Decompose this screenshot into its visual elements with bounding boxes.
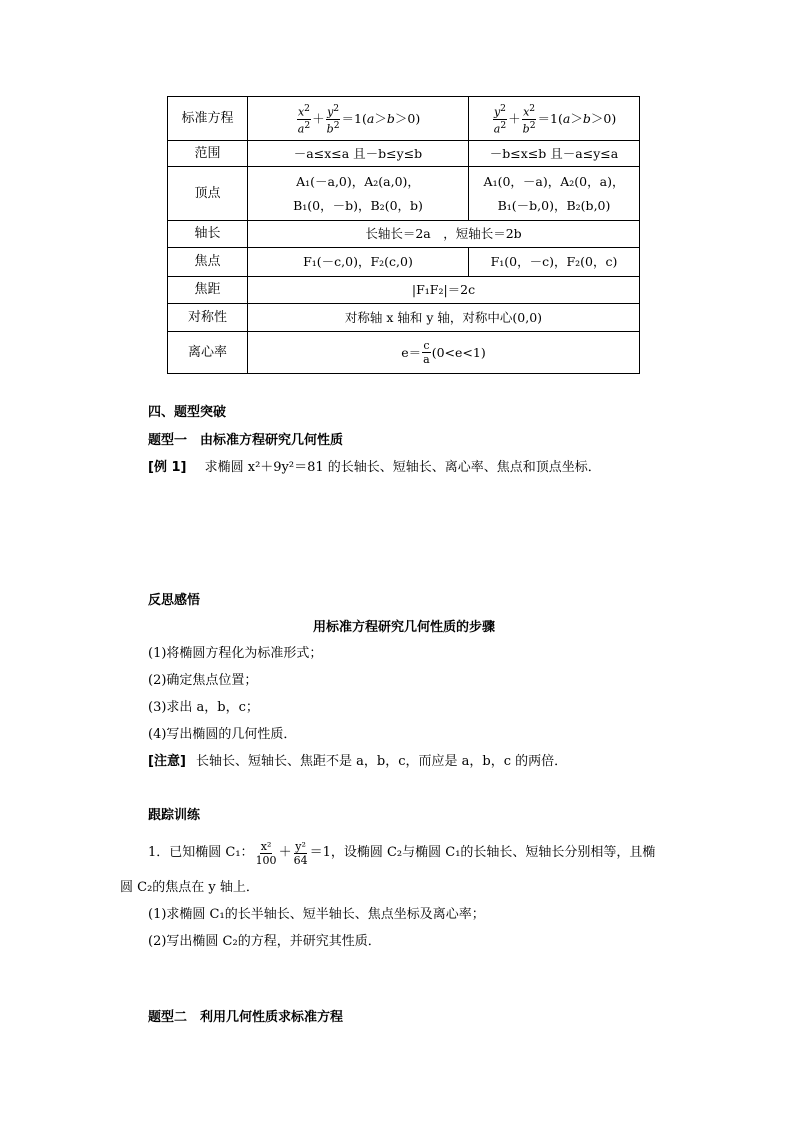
table-row	[168, 332, 640, 374]
list-item: (3)求出 a，b，c；	[148, 700, 259, 715]
note-text: 长轴长、短轴长、焦距不是 a，b，c，而应是 a，b，c 的两倍．	[196, 754, 568, 769]
example-text: 求椭圆 x²＋9y²＝81 的长轴长、短轴长、离心率、焦点和顶点坐标．	[204, 460, 601, 475]
note-tag: [注意]	[148, 754, 186, 769]
vertices-horizontal: A₁(－a,0)，A₂(a,0)， B₁(0，－b)，B₂(0，b)	[248, 167, 469, 221]
standard-equation-horizontal: $\frac{x^2}{a^2}$ ＋ $\frac{y^2}{b^2}$ ＝1( a ＞ b ＞0)	[248, 97, 469, 141]
list-item: (2)确定焦点位置；	[148, 673, 258, 688]
row-label: 标准方程	[168, 97, 248, 141]
steps-title: 用标准方程研究几何性质的步骤	[313, 620, 496, 635]
row-label: 对称性	[168, 304, 248, 332]
standard-equation-vertical: $\frac{y^2}{a^2}$ ＋ $\frac{x^2}{b^2}$ ＝1( a ＞ b ＞0)	[469, 97, 640, 141]
table-row	[168, 221, 640, 248]
foci-horizontal: F₁(－c,0)，F₂(c,0)	[248, 248, 469, 277]
practice-question-line1: 1．已知椭圆 C₁： $\frac{\text{x²}}{100}$ ＋ $\frac{\text{y²}}{64}$ ＝1，设椭圆 C₂与椭圆 C₁的长轴长、短轴长分别相等，且椭	[148, 839, 656, 867]
row-label: 顶点	[168, 167, 248, 221]
question-type-heading-2: 题型二 利用几何性质求标准方程	[148, 1010, 344, 1025]
table-row	[168, 304, 640, 332]
practice-heading: 跟踪训练	[148, 808, 201, 823]
row-label: 范围	[168, 141, 248, 167]
list-item: (1)将椭圆方程化为标准形式；	[148, 646, 323, 661]
ellipse-properties-table	[167, 96, 640, 374]
symmetry: 对称轴 x 轴和 y 轴，对称中心(0,0)	[248, 304, 640, 332]
practice-subquestion-2: (2)写出椭圆 C₂的方程，并研究其性质．	[148, 934, 381, 949]
range-vertical: －b≤x≤b 且－a≤y≤a	[469, 141, 640, 167]
table-row	[168, 97, 640, 141]
example-1	[148, 459, 601, 477]
practice-subquestion-1: (1)求椭圆 C₁的长半轴长、短半轴长、焦点坐标及离心率；	[148, 907, 485, 922]
table-row	[168, 277, 640, 304]
table-row	[168, 141, 640, 167]
row-label: 轴长	[168, 221, 248, 248]
table-row	[168, 167, 640, 221]
axis-lengths: 长轴长＝2a ，短轴长＝2b	[248, 221, 640, 248]
vertices-vertical: A₁(0，－a)，A₂(0，a)， B₁(－b,0)，B₂(b,0)	[469, 167, 640, 221]
reflect-heading: 反思感悟	[148, 593, 201, 608]
table-row	[168, 248, 640, 277]
practice-question-line2: 圆 C₂的焦点在 y 轴上．	[120, 880, 259, 895]
foci-vertical: F₁(0，－c)，F₂(0，c)	[469, 248, 640, 277]
example-tag: [例 1]	[148, 460, 187, 475]
row-label: 焦点	[168, 248, 248, 277]
row-label: 离心率	[168, 332, 248, 374]
question-type-heading: 题型一 由标准方程研究几何性质	[148, 433, 344, 448]
note	[148, 753, 567, 771]
eccentricity: e＝ $\frac{c}{a}$ (0<e<1)	[248, 332, 640, 374]
range-horizontal: －a≤x≤a 且－b≤y≤b	[248, 141, 469, 167]
focal-distance: |F₁F₂|＝2c	[248, 277, 640, 304]
row-label: 焦距	[168, 277, 248, 304]
list-item: (4)写出椭圆的几何性质．	[148, 727, 297, 742]
section-heading: 四、题型突破	[148, 405, 227, 420]
